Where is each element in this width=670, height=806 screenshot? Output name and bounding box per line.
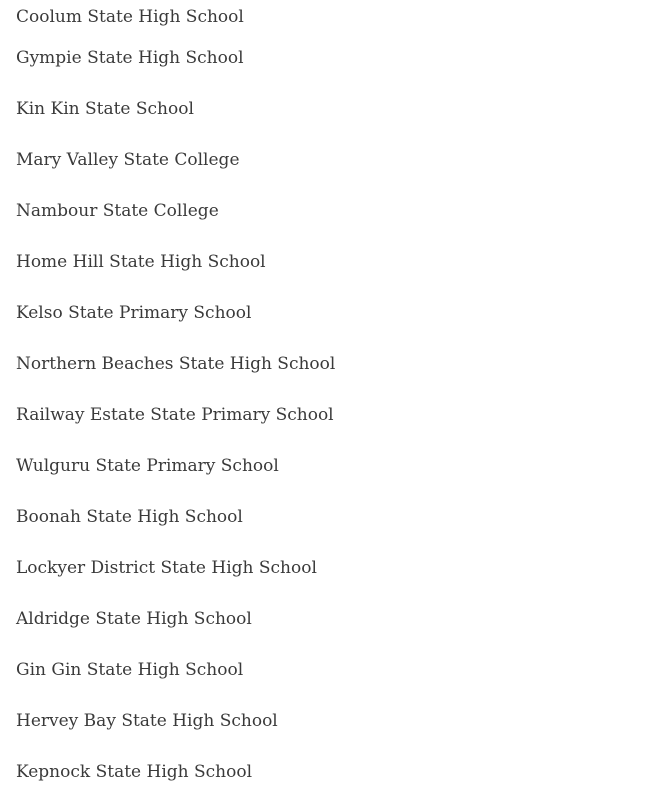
school-item: Nambour State College (16, 200, 219, 221)
school-item: Railway Estate State Primary School (16, 404, 334, 425)
school-item: Kin Kin State School (16, 98, 194, 119)
school-item: Boonah State High School (16, 506, 243, 527)
school-item: Mary Valley State College (16, 149, 240, 170)
school-item: Gin Gin State High School (16, 659, 244, 680)
school-list (16, 2, 335, 797)
school-item: Wulguru State Primary School (16, 455, 279, 476)
school-item: Northern Beaches State High School (16, 353, 336, 374)
school-item: Aldridge State High School (16, 608, 252, 629)
school-item: Kelso State Primary School (16, 302, 252, 323)
school-item: Home Hill State High School (16, 251, 266, 272)
school-item: Gympie State High School (16, 47, 244, 68)
school-item: Hervey Bay State High School (16, 710, 278, 731)
school-item: Coolum State High School (16, 7, 244, 27)
school-item: Kepnock State High School (16, 761, 253, 782)
school-item: Lockyer District State High School (16, 557, 317, 578)
